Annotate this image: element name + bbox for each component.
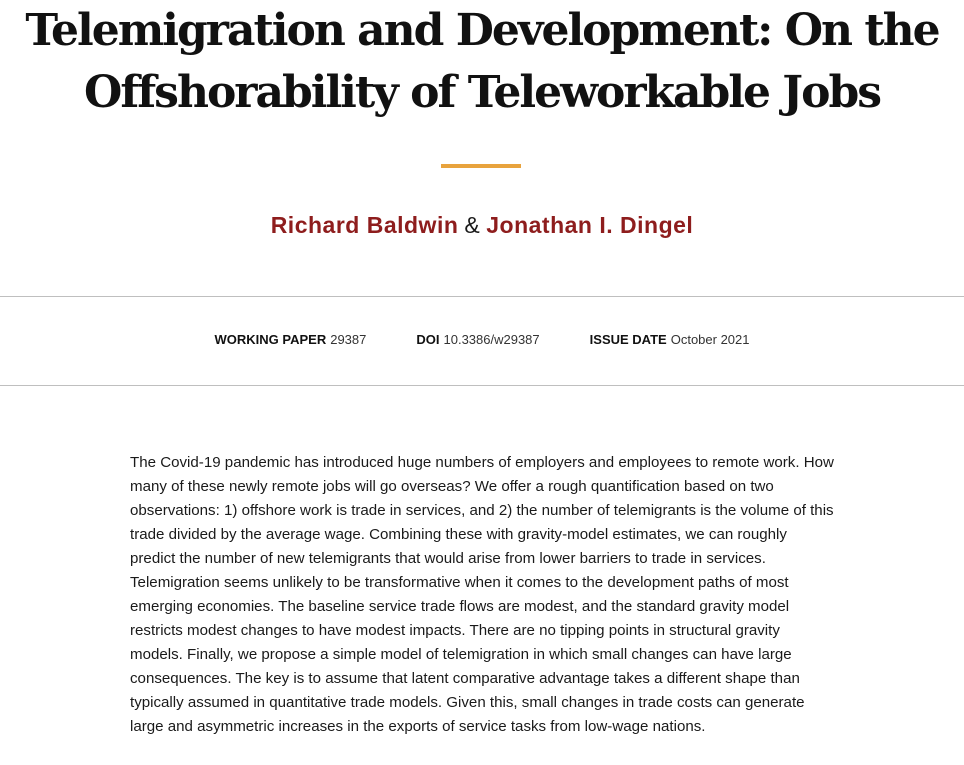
working-paper-meta	[215, 331, 367, 349]
paper-meta	[0, 331, 964, 349]
working-paper-number: 29387	[330, 332, 367, 347]
author-separator: &	[464, 212, 481, 238]
doi-value: 10.3386/w29387	[443, 332, 540, 347]
abstract-text: The Covid-19 pandemic has introduced huge numbers of employers and employees to remote work. How many of these newly remote jobs will go overseas? We offer a rough quantification based on two observations: 1) offshore work is trade in services, and 2) the number of telemigrants is the volume of this trade divided by the average wage. Combining these with gravity-model estimates, we can roughly predict the number of new telemigrants that would arise from lower barriers to trade in services. Telemigration seems unlikely to be transformative when it comes to the development paths of most emerging economies. The baseline service trade flows are modest, and the standard gravity model restricts modest changes to have modest impacts. There are no tipping points in structural gravity models. Finally, we propose a simple model of telemigration in which small changes can have large consequences. The key is to assume that latent comparative advantage takes a different shape than typically assumed in quantitative trade models. Given this, small changes in trade costs can generate large and asymmetric increases in the exports of service tasks from low-wage nations.	[130, 454, 834, 735]
doi-label: DOI	[416, 332, 440, 347]
top-divider	[0, 296, 964, 297]
paper-title: Telemigration and Development: On the Offshorability of Teleworkable Jobs	[25, 5, 939, 118]
issue-date-value: October 2021	[670, 332, 750, 347]
working-paper-label: WORKING PAPER	[214, 332, 327, 347]
issue-date-label: ISSUE DATE	[589, 332, 667, 347]
author-list	[0, 210, 964, 240]
bottom-divider	[0, 385, 964, 386]
author-link-richard-baldwin[interactable]: Richard Baldwin	[270, 212, 459, 238]
doi-meta	[416, 331, 539, 349]
accent-rule	[441, 164, 521, 168]
author-link-jonathan-dingel[interactable]: Jonathan I. Dingel	[486, 212, 694, 238]
issue-date-meta	[590, 331, 750, 349]
